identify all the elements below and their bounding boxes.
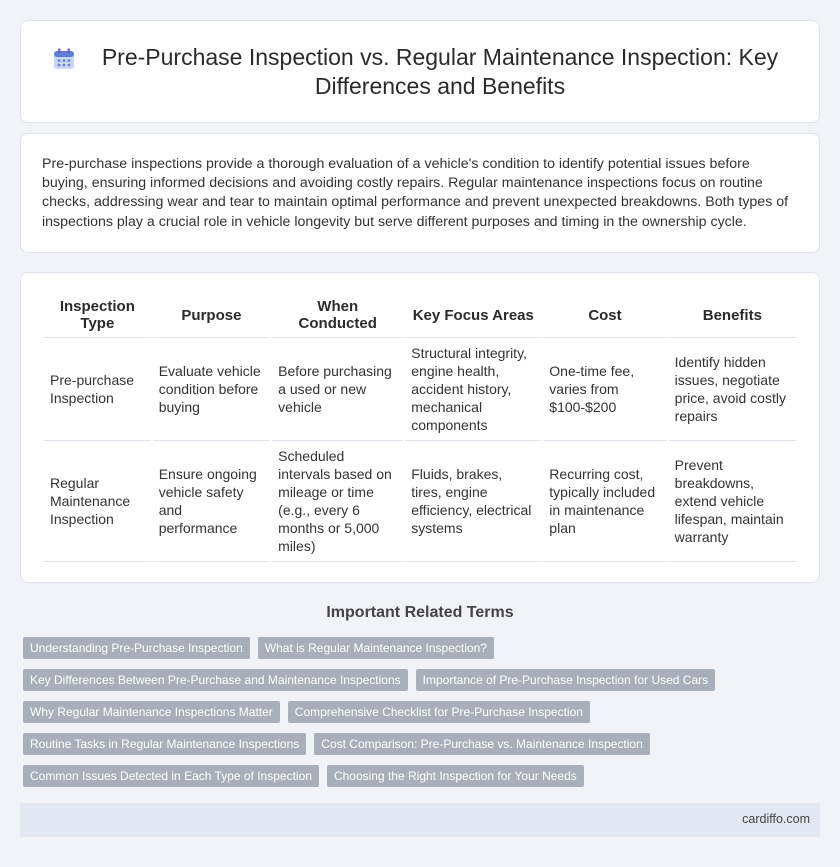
table-cell: Regular Maintenance Inspection xyxy=(44,441,151,562)
table-cell: Scheduled intervals based on mileage or time (e.g., every 6 months or 5,000 miles) xyxy=(272,441,403,562)
table-cell: Evaluate vehicle condition before buying xyxy=(153,338,270,441)
intro-paragraph: Pre-purchase inspections provide a thorough evaluation of a vehicle's condition to identify potential issues before buying, ensuring informed decisions and avoiding costly repairs. Regular maintenance inspections focus on routine checks, addressing wear and tear to maintain optimal performance and prevent unexpected breakdowns. Both types of inspections play a crucial role in vehicle longevity but serve different purposes and timing in the ownership cycle. xyxy=(42,156,789,230)
table-header-row xyxy=(44,293,796,338)
intro-card xyxy=(20,133,820,253)
comparison-table xyxy=(42,293,798,562)
column-header: Cost xyxy=(543,293,666,338)
column-header: Benefits xyxy=(669,293,796,338)
related-term-link[interactable]: What is Regular Maintenance Inspection? xyxy=(258,637,494,659)
table-cell: Prevent breakdowns, extend vehicle lifespan, maintain warranty xyxy=(669,441,796,562)
table-cell: Before purchasing a used or new vehicle xyxy=(272,338,403,441)
footer-site-link[interactable]: cardiffo.com xyxy=(742,812,810,826)
related-term-link[interactable]: Common Issues Detected in Each Type of Inspection xyxy=(23,765,319,787)
table-cell: Recurring cost, typically included in maintenance plan xyxy=(543,441,666,562)
related-term-link[interactable]: Understanding Pre-Purchase Inspection xyxy=(23,637,250,659)
column-header: Key Focus Areas xyxy=(405,293,541,338)
related-term-link[interactable]: Key Differences Between Pre-Purchase and Maintenance Inspections xyxy=(23,669,408,691)
table-cell: Identify hidden issues, negotiate price, avoid costly repairs xyxy=(669,338,796,441)
column-header: Purpose xyxy=(153,293,270,338)
table-cell: One-time fee, varies from $100-$200 xyxy=(543,338,666,441)
related-term-link[interactable]: Why Regular Maintenance Inspections Matter xyxy=(23,701,280,723)
related-term-link[interactable]: Cost Comparison: Pre-Purchase vs. Maintenance Inspection xyxy=(314,733,650,755)
related-terms-list xyxy=(23,637,813,787)
column-header: Inspection Type xyxy=(44,293,151,338)
related-term-link[interactable]: Choosing the Right Inspection for Your Needs xyxy=(327,765,584,787)
comparison-table-card xyxy=(20,272,820,583)
related-terms-title: Important Related Terms xyxy=(326,604,514,621)
table-row xyxy=(44,441,796,562)
related-term-link[interactable]: Importance of Pre-Purchase Inspection for Used Cars xyxy=(416,669,715,691)
table-cell: Ensure ongoing vehicle safety and performance xyxy=(153,441,270,562)
related-term-link[interactable]: Routine Tasks in Regular Maintenance Inspections xyxy=(23,733,306,755)
column-header: When Conducted xyxy=(272,293,403,338)
page-title: Pre-Purchase Inspection vs. Regular Maintenance Inspection: Key Differences and Benefits xyxy=(101,43,779,99)
header-card xyxy=(20,20,820,123)
table-cell: Fluids, brakes, tires, engine efficiency, electrical systems xyxy=(405,441,541,562)
table-cell: Pre-purchase Inspection xyxy=(44,338,151,441)
footer xyxy=(20,803,820,837)
table-row xyxy=(44,338,796,441)
table-cell: Structural integrity, engine health, accident history, mechanical components xyxy=(405,338,541,441)
related-term-link[interactable]: Comprehensive Checklist for Pre-Purchase Inspection xyxy=(288,701,590,723)
